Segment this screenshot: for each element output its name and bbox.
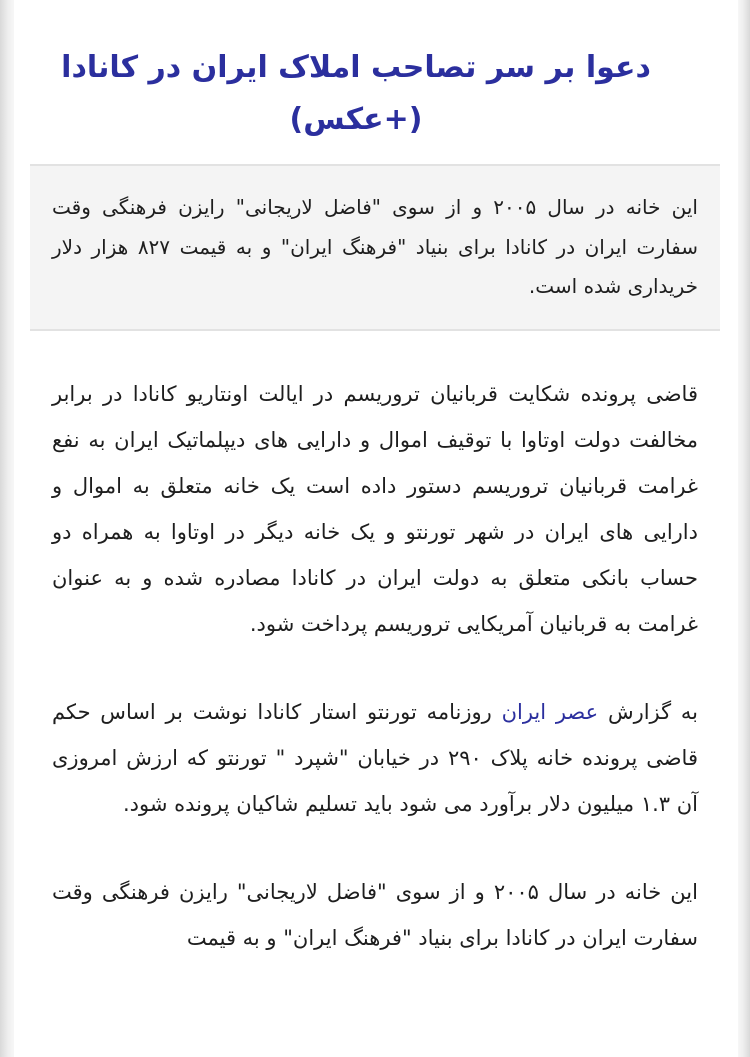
- paragraph-text: روزنامه تورنتو استار کانادا نوشت بر اساس حکم قاضی پرونده خانه پلاک ۲۹۰ در خیابان "شپرد " تورنتو که ارزش امروزی آن ۱.۳ میلیون دلار برآورد می شود باید تسلیم شاکیان پرونده شود.: [52, 700, 698, 816]
- right-edge-shadow: [738, 0, 750, 1057]
- paragraph-prefix: به گزارش: [607, 700, 698, 724]
- article-lead: این خانه در سال ۲۰۰۵ و از سوی "فاضل لاریجانی" رایزن فرهنگی وقت سفارت ایران در کانادا برای بنیاد "فرهنگ ایران" و به قیمت ۸۲۷ هزار دلار خریداری شده است.: [30, 164, 720, 331]
- article-paragraph: قاضی پرونده شکایت قربانیان تروریسم در ایالت اونتاریو کانادا در برابر مخالفت دولت اوتاوا با توقیف اموال و دارایی های دیپلماتیک ایران به نفع غرامت قربانیان تروریسم دستور داده است یک خانه متعلق به اموال و دارایی های ایران در شهر تورنتو و یک خانه دیگر در اوتاوا به همراه دو حساب بانکی متعلق به دولت ایران در کانادا مصادره شده و به عنوان غرامت به قربانیان آمریکایی تروریسم پرداخت شود.: [52, 382, 698, 636]
- source-link[interactable]: عصر ایران: [501, 700, 599, 724]
- article-body: [30, 331, 720, 961]
- article-paragraph: این خانه در سال ۲۰۰۵ و از سوی "فاضل لاریجانی" رایزن فرهنگی وقت سفارت ایران در کانادا برای بنیاد "فرهنگ ایران" و به قیمت: [52, 880, 698, 950]
- article: [30, 0, 720, 1003]
- article-title: دعوا بر سر تصاحب املاک ایران در کانادا (+عکس): [61, 50, 651, 137]
- article-paragraph: [52, 689, 698, 827]
- left-edge-shadow: [0, 0, 14, 1057]
